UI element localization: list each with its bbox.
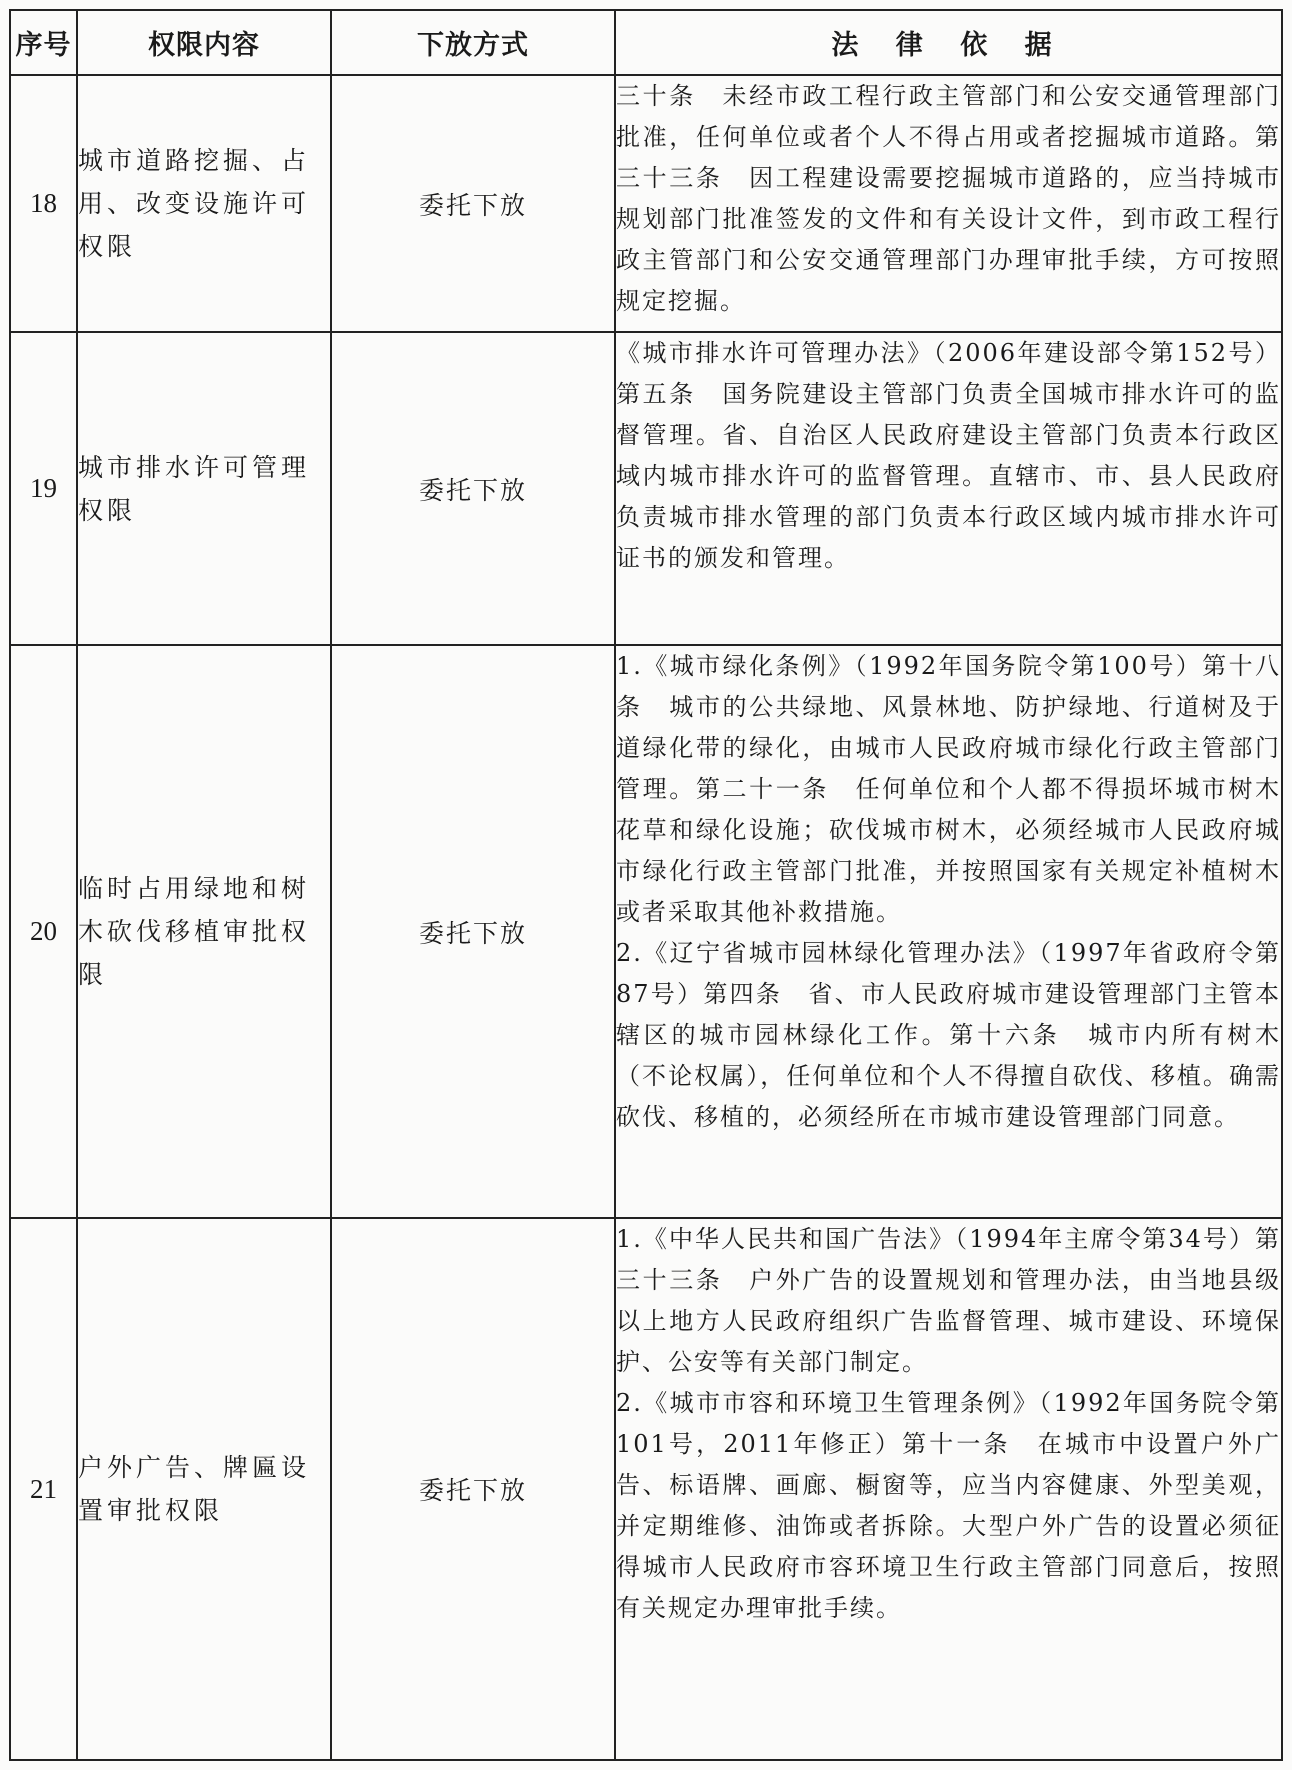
row-power-content: 城市排水许可管理权限 — [77, 332, 331, 645]
row-legal-basis — [615, 645, 1282, 1218]
table-row — [10, 332, 1282, 645]
legal-basis-paragraph: 2.《城市市容和环境卫生管理条例》（1992年国务院令第101号，2011年修正）第十一条 在城市中设置户外广告、标语牌、画廊、橱窗等，应当内容健康、外型美观，并定期维修、油饰或者拆除。大型户外广告的设置必须征得城市人民政府市容环境卫生行政主管部门同意后，按照有关规定办理审批手续。 — [616, 1389, 1281, 1622]
row-serial-number: 18 — [10, 75, 77, 332]
row-serial-number: 19 — [10, 332, 77, 645]
row-delegation-mode: 委托下放 — [331, 75, 615, 332]
row-serial-number: 21 — [10, 1218, 77, 1760]
header-power-content: 权限内容 — [77, 10, 331, 75]
row-power-content: 城市道路挖掘、占用、改变设施许可权限 — [77, 75, 331, 332]
table-header-row — [10, 10, 1282, 75]
header-legal-basis: 法 律 依 据 — [615, 10, 1282, 75]
legal-basis-paragraph: 2.《辽宁省城市园林绿化管理办法》（1997年省政府令第87号）第四条 省、市人民政府城市建设管理部门主管本辖区的城市园林绿化工作。第十六条 城市内所有树木（不论权属），任何单位和个人不得擅自砍伐、移植。确需砍伐、移植的，必须经所在市城市建设管理部门同意。 — [616, 939, 1281, 1131]
header-delegation-mode: 下放方式 — [331, 10, 615, 75]
row-legal-basis — [615, 332, 1282, 645]
row-legal-basis — [615, 1218, 1282, 1760]
delegated-powers-table — [9, 9, 1283, 1761]
header-serial-number: 序号 — [10, 10, 77, 75]
legal-basis-paragraph: 三十条 未经市政工程行政主管部门和公安交通管理部门批准，任何单位或者个人不得占用或者挖掘城市道路。第三十三条 因工程建设需要挖掘城市道路的，应当持城巿规划部门批准签发的文件和有关设计文件，到市政工程行政主管部门和公安交通管理部门办理审批手续，方可按照规定挖掘。 — [616, 82, 1281, 315]
legal-basis-paragraph: 1.《中华人民共和国广告法》（1994年主席令第34号）第三十三条 户外广告的设置规划和管理办法，由当地县级以上地方人民政府组织广告监督管理、城市建设、环境保护、公安等有关部门制定。 — [616, 1225, 1281, 1376]
legal-basis-paragraph: 1.《城市绿化条例》（1992年国务院令第100号）第十八条 城市的公共绿地、风景林地、防护绿地、行道树及于道绿化带的绿化，由城市人民政府城市绿化行政主管部门管理。第二十一条 任何单位和个人都不得损坏城市树木花草和绿化设施；砍伐城市树木，必须经城市人民政府城市绿化行政主管部门批准，并按照国家有关规定补植树木或者采取其他补救措施。 — [616, 652, 1281, 926]
row-delegation-mode: 委托下放 — [331, 1218, 615, 1760]
row-delegation-mode: 委托下放 — [331, 332, 615, 645]
row-power-content: 临时占用绿地和树木砍伐移植审批权限 — [77, 645, 331, 1218]
legal-basis-paragraph: 《城市排水许可管理办法》（2006年建设部令第152号）第五条 国务院建设主管部门负责全国城市排水许可的监督管理。省、自治区人民政府建设主管部门负责本行政区域内城市排水许可的监督管理。直辖市、市、县人民政府负责城市排水管理的部门负责本行政区域内城市排水许可证书的颁发和管理。 — [616, 339, 1281, 572]
row-delegation-mode: 委托下放 — [331, 645, 615, 1218]
table-row — [10, 1218, 1282, 1760]
row-serial-number: 20 — [10, 645, 77, 1218]
table-row — [10, 75, 1282, 332]
row-legal-basis — [615, 75, 1282, 332]
table-row — [10, 645, 1282, 1218]
row-power-content: 户外广告、牌匾设置审批权限 — [77, 1218, 331, 1760]
